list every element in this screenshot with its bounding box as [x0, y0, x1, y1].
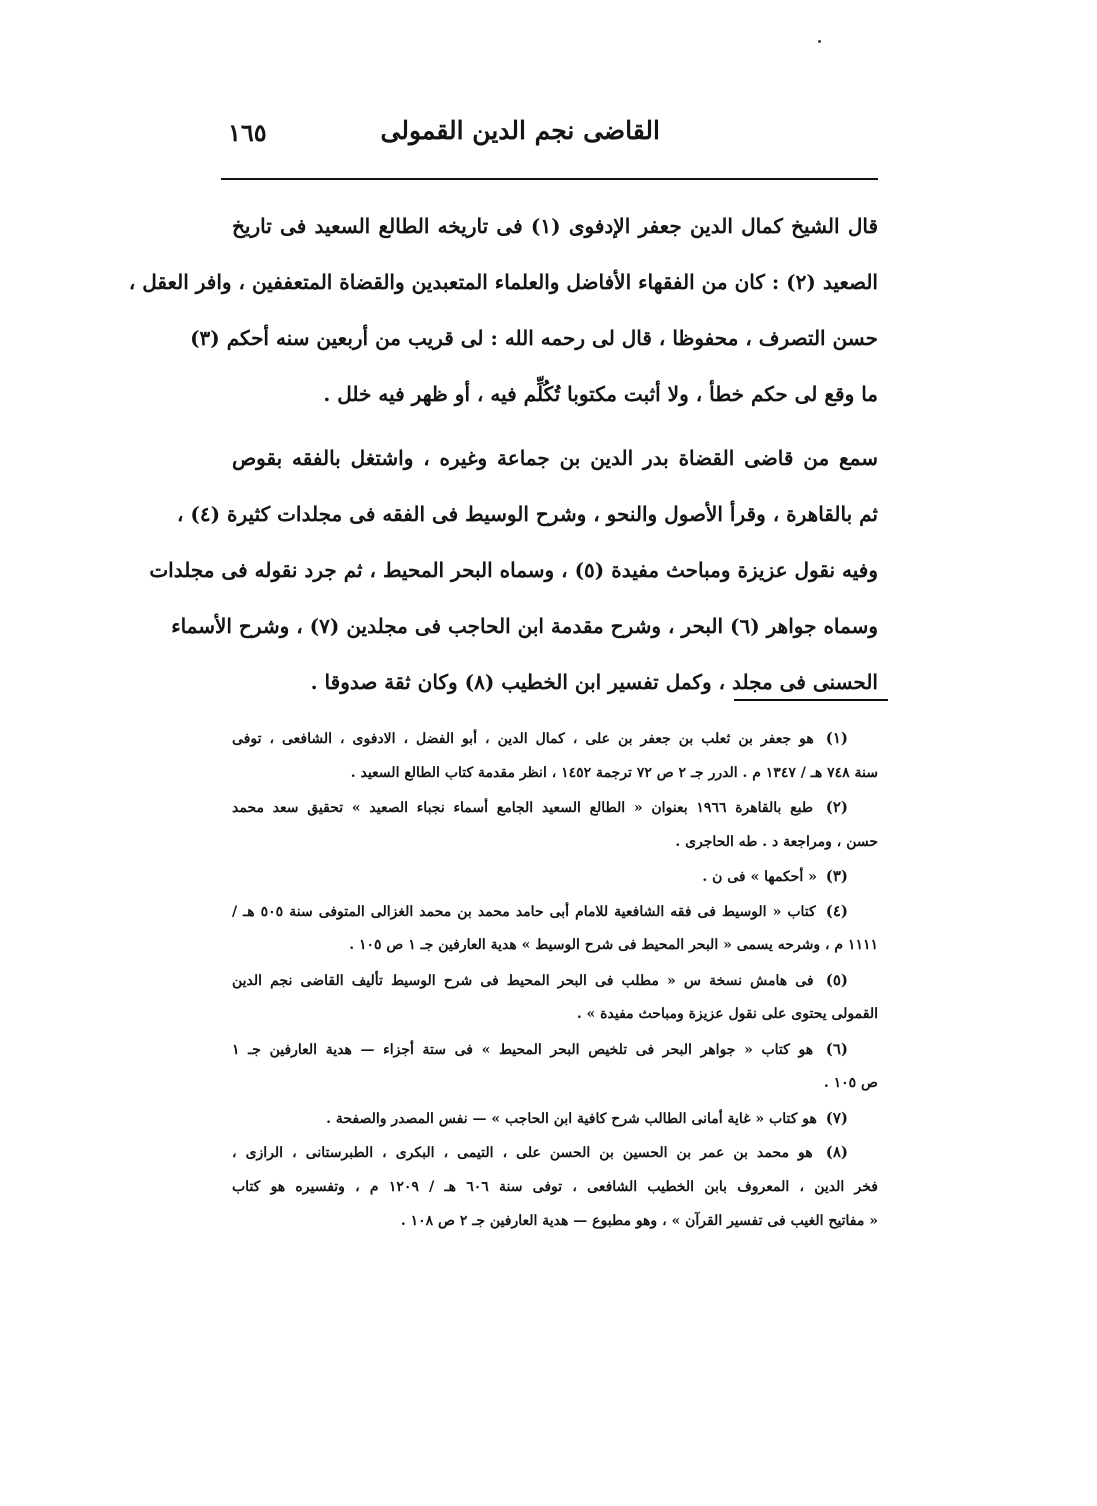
- footnote-text: كتاب « الوسيط فى فقه الشافعية للامام أبى حامد محمد بن محمد الغزالى المتوفى سنة ٥٠٥ هـ /: [232, 903, 816, 920]
- footnote-number: (٧): [825, 1108, 848, 1127]
- footnote-line: [232, 859, 878, 894]
- footnote-line: [232, 721, 878, 756]
- text-line: الحسنى فى مجلد ، وكمل تفسير ابن الخطيب (٨) وكان ثقة صدوقا .: [310, 670, 878, 694]
- footnote-line: [232, 1135, 878, 1170]
- footnote-line: القمولى يحتوى على نقول عزيزة ومباحث مفيدة » .: [576, 1006, 878, 1022]
- footnote-number: (٣): [825, 867, 848, 885]
- text-line: ما وقع لى حكم خطأ ، ولا أثبت مكتوبا تُكُلِّم فيه ، أو ظهر فيه خلل .: [323, 382, 878, 406]
- footnote-8: [232, 1135, 878, 1239]
- footnote-line: فخر الدين ، المعروف بابن الخطيب الشافعى ، توفى سنة ٦٠٦ هـ / ١٢٠٩ م ، وتفسيره هو كتاب: [232, 1178, 878, 1195]
- footnote-number: (١): [825, 729, 848, 747]
- footnote-text: هو كتاب « جواهر البحر فى تلخيص البحر المحيط » فى ستة أجزاء — هدية العارفين جـ ١: [232, 1041, 814, 1058]
- footnote-line: [232, 1032, 878, 1067]
- footnote-number: (٢): [825, 798, 848, 816]
- text-line: الصعيد (٢) : كان من الفقهاء الأفاضل والعلماء المتعبدين والقضاة المتعففين ، وافر العقل ،: [128, 270, 878, 294]
- footnotes: [232, 721, 878, 1239]
- text-line: قال الشيخ كمال الدين جعفر الإدفوى (١) فى تاريخه الطالع السعيد فى تاريخ: [232, 214, 879, 238]
- footnote-number: (٨): [825, 1143, 848, 1161]
- footnote-number: (٤): [825, 901, 849, 920]
- paragraph-1: [128, 198, 879, 422]
- text-line: وسماه جواهر (٦) البحر ، وشرح مقدمة ابن الحاجب فى مجلدين (٧) ، وشرح الأسماء: [171, 614, 878, 638]
- paragraph-2: [149, 430, 878, 710]
- footnote-text: طبع بالقاهرة ١٩٦٦ بعنوان « الطالع السعيد الجامع أسماء نجباء الصعيد » تحقيق سعد محمد: [232, 800, 813, 816]
- footnote-number: (٥): [825, 970, 848, 989]
- footnote-text: فى هامش نسخة س « مطلب فى البحر المحيط فى شرح الوسيط تأليف القاضى نجم الدين: [232, 972, 814, 989]
- footnote-3: [232, 859, 878, 894]
- header-rule: [221, 178, 878, 180]
- footnote-separator: [734, 699, 888, 701]
- footnote-text: هو كتاب « غاية أمانى الطالب شرح كافية ابن الحاجب » — نفس المصدر والصفحة .: [326, 1110, 817, 1127]
- footnote-line: [232, 1101, 878, 1136]
- footnote-4: [232, 894, 878, 963]
- footnote-1: [232, 721, 878, 790]
- text-line: ثم بالقاهرة ، وقرأ الأصول والنحو ، وشرح الوسيط فى الفقه فى مجلدات كثيرة (٤) ،: [176, 502, 878, 526]
- page-header: [220, 108, 880, 162]
- footnote-line: ص ١٠٥ .: [823, 1075, 878, 1091]
- scan-speck: [818, 40, 821, 43]
- footnote-5: [232, 963, 878, 1032]
- footnote-2: [232, 790, 878, 859]
- footnote-line: حسن ، ومراجعة د . طه الحاجرى .: [675, 833, 878, 850]
- footnote-6: [232, 1032, 878, 1101]
- footnote-line: « مفاتيح الغيب فى تفسير القرآن » ، وهو مطبوع — هدية العارفين جـ ٢ ص ١٠٨ .: [400, 1213, 878, 1229]
- footnote-7: [232, 1101, 878, 1136]
- footnote-text: هو جعفر بن ثعلب بن جعفر بن على ، كمال الدين ، أبو الفضل ، الادفوى ، الشافعى ، توفى: [232, 731, 814, 747]
- text-line: سمع من قاضى القضاة بدر الدين بن جماعة وغيره ، واشتغل بالفقه بقوص: [232, 446, 878, 470]
- text-line: وفيه نقول عزيزة ومباحث مفيدة (٥) ، وسماه البحر المحيط ، ثم جرد نقوله فى مجلدات: [149, 558, 878, 582]
- footnote-text: هو محمد بن عمر بن الحسين بن الحسن على ، التيمى ، البكرى ، الطبرستانى ، الرازى ،: [232, 1145, 813, 1161]
- running-title: القاضى نجم الدين القمولى: [380, 116, 660, 145]
- footnote-text: « أحكمها » فى ن .: [702, 869, 817, 885]
- text-line: حسن التصرف ، محفوظا ، قال لى رحمه الله : لى قريب من أربعين سنه أحكم (٣): [190, 326, 878, 350]
- footnote-line: [232, 963, 878, 998]
- footnote-line: سنة ٧٤٨ هـ / ١٣٤٧ م . الدرر جـ ٢ ص ٧٢ ترجمة ١٤٥٢ ، انظر مقدمة كتاب الطالع السعيد .: [350, 764, 878, 781]
- footnote-line: [232, 894, 878, 929]
- page-number: ١٦٥: [228, 118, 267, 147]
- footnote-line: ١١١١ م ، وشرحه يسمى « البحر المحيط فى شرح الوسيط » هدية العارفين جـ ١ ص ١٠٥ .: [349, 937, 878, 953]
- footnote-number: (٦): [825, 1039, 848, 1058]
- footnote-line: [232, 790, 878, 825]
